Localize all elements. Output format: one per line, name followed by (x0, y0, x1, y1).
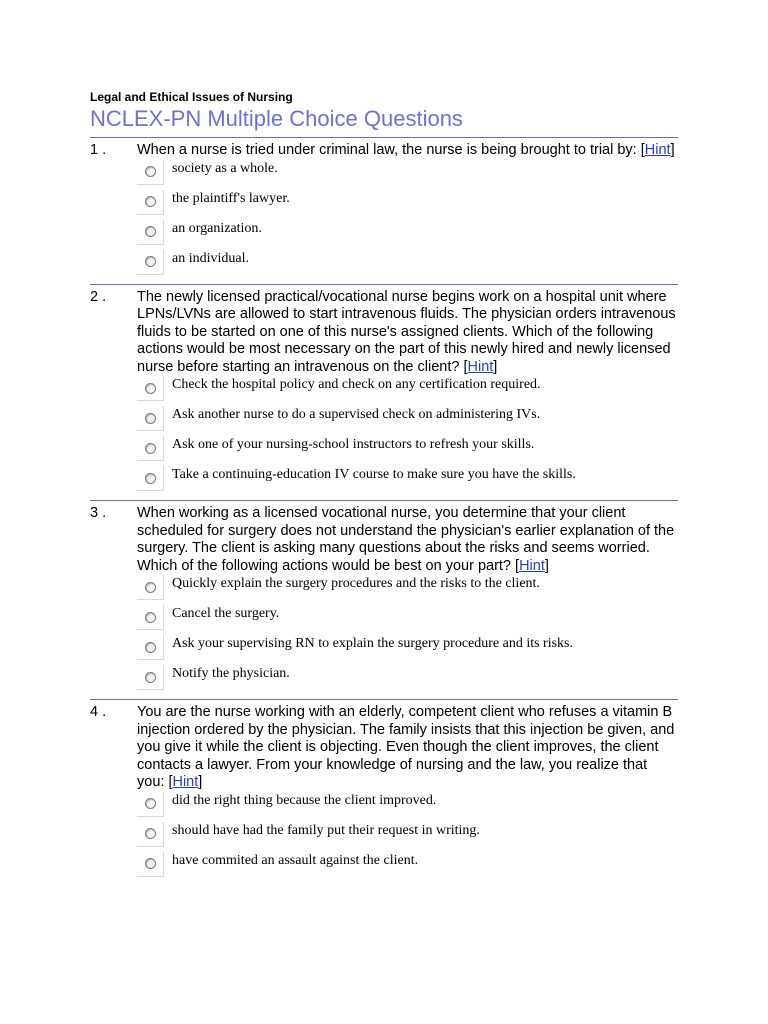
option-label: Ask your supervising RN to explain the surgery procedure and its risks. (172, 636, 574, 651)
question-number: 1 . (90, 142, 107, 158)
hint-link[interactable]: Hint (644, 142, 671, 158)
option-label: should have had the family put their request in writing. (172, 822, 480, 838)
radio-button[interactable] (145, 196, 156, 207)
question-number: 2 . (90, 288, 107, 305)
option-label: Take a continuing-education IV course to make sure you have the skills. (172, 467, 576, 482)
radio-button[interactable] (145, 858, 156, 869)
question-text: When a nurse is tried under criminal law, the nurse is being brought to trial by: [Hint] (137, 142, 675, 158)
question-number: 3 . (90, 505, 107, 521)
page-title: NCLEX-PN Multiple Choice Questions (90, 106, 463, 131)
radio-button[interactable] (145, 413, 156, 424)
question-number: 4 . (90, 704, 107, 720)
question-2 (90, 285, 678, 497)
option-label: Notify the physician. (172, 666, 290, 681)
hint-link[interactable]: Hint (519, 557, 545, 574)
option-label: an individual. (172, 250, 249, 266)
radio-button[interactable] (145, 672, 156, 683)
question-1 (90, 138, 678, 280)
radio-button[interactable] (145, 383, 156, 394)
answer-option[interactable] (137, 822, 678, 852)
document-page (90, 90, 678, 882)
radio-button[interactable] (145, 226, 156, 237)
question-text: When working as a licensed vocational nurse, you determine that your client scheduled for surgery does not understand the physician's earlier explanation of the surgery. The client is asking many questions about the risks and seems worried. Which of the following actions would be best on your part? [Hint] (137, 505, 675, 574)
question-3 (90, 501, 678, 695)
section-subtitle: Legal and Ethical Issues of Nursing (90, 90, 293, 104)
radio-button[interactable] (145, 798, 156, 809)
answer-option[interactable] (137, 665, 678, 695)
radio-button[interactable] (145, 256, 156, 267)
option-label: society as a whole. (172, 160, 278, 176)
option-label: Ask another nurse to do a supervised check on administering IVs. (172, 407, 541, 422)
answer-option[interactable] (137, 852, 678, 882)
answer-option[interactable] (137, 220, 678, 250)
option-label: Cancel the surgery. (172, 606, 280, 621)
option-label: Ask one of your nursing-school instructors to refresh your skills. (172, 437, 535, 452)
radio-button[interactable] (145, 612, 156, 623)
hint-link[interactable]: Hint (172, 774, 199, 790)
option-label: Check the hospital policy and check on any certification required. (172, 377, 541, 392)
answer-option[interactable] (137, 190, 678, 220)
radio-button[interactable] (145, 473, 156, 484)
answer-option[interactable] (137, 376, 678, 406)
option-label: have commited an assault against the client. (172, 852, 419, 868)
answer-option[interactable] (137, 436, 678, 466)
answer-option[interactable] (137, 250, 678, 280)
option-label: Quickly explain the surgery procedures and the risks to the client. (172, 576, 540, 591)
option-label: did the right thing because the client improved. (172, 792, 437, 808)
answer-option[interactable] (137, 575, 678, 605)
answer-option[interactable] (137, 605, 678, 635)
radio-button[interactable] (145, 828, 156, 839)
radio-button[interactable] (145, 443, 156, 454)
question-4 (90, 700, 678, 882)
hint-link[interactable]: Hint (467, 358, 494, 375)
answer-option[interactable] (137, 635, 678, 665)
answer-option[interactable] (137, 406, 678, 436)
radio-button[interactable] (145, 642, 156, 653)
answer-option[interactable] (137, 160, 678, 190)
question-text: The newly licensed practical/vocational nurse begins work on a hospital unit where LPNs/LVNs are allowed to start intravenous fluids. The physician orders intravenous fluids to be started on one of this nurse's assigned clients. Which of the following actions would be most necessary on the part of this newly hired and newly licensed nurse before starting an intravenous on the client? [Hint] (137, 288, 676, 375)
answer-option[interactable] (137, 792, 678, 822)
radio-button[interactable] (145, 582, 156, 593)
option-label: the plaintiff's lawyer. (172, 190, 290, 206)
answer-option[interactable] (137, 466, 678, 496)
question-text: You are the nurse working with an elderly, competent client who refuses a vitamin B injection ordered by the physician. The family insists that this injection be given, and you give it while the client is objecting. Even though the client improves, the client contacts a lawyer. From your knowledge of nursing and the law, you realize that you: [Hint] (137, 704, 675, 790)
radio-button[interactable] (145, 166, 156, 177)
option-label: an organization. (172, 220, 262, 236)
